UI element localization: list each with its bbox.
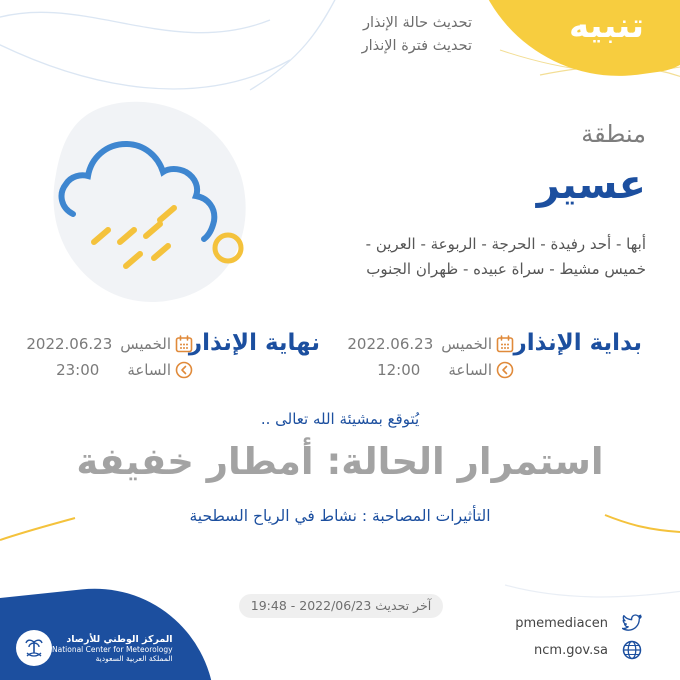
update-notes [362, 12, 472, 58]
last-update-badge: آخر تحديث 2022/06/23 - 19:48 [239, 594, 443, 618]
alert-title: تنبيه [568, 6, 644, 46]
warning-start-date-row [347, 335, 514, 353]
twitter-handle-row[interactable] [515, 614, 642, 632]
cities-line-2: خميس مشيط - سراة عبيده - ظهران الجنوب [366, 260, 646, 278]
calendar-icon [175, 335, 193, 353]
warning-start-time-row [377, 361, 514, 379]
ncm-name-arabic: المركز الوطني للأرصاد [66, 633, 173, 645]
warning-end-time-label: الساعة [127, 361, 171, 379]
clock-chevron-icon [496, 361, 514, 379]
region-name: عسير [536, 162, 646, 208]
cities-list [316, 232, 646, 282]
update-period-text: تحديث فترة الإنذار [361, 38, 472, 54]
twitter-handle: pmemediacen [515, 615, 608, 631]
forecast-effects: التأثيرات المصاحبة : نشاط في الرياح السطحية [189, 507, 491, 525]
warning-end-time: 23:00 [56, 361, 100, 379]
twitter-icon [622, 614, 642, 632]
warning-start-day: الخميس [441, 335, 492, 353]
warning-start-time-label: الساعة [448, 361, 492, 379]
warning-end-title: نهاية الإنذار [188, 330, 320, 356]
ncm-country-arabic: المملكة العربية السعودية [95, 653, 173, 663]
warning-start-date: 2022.06.23 [347, 335, 434, 353]
calendar-icon [496, 335, 514, 353]
cities-line-1: أبها - أحد رفيدة - الحرجة - الربوعة - العرين - [365, 235, 646, 253]
globe-icon [622, 640, 642, 660]
ncm-name [52, 634, 173, 663]
website-url: ncm.gov.sa [534, 642, 608, 658]
update-status-text: تحديث حالة الإنذار [362, 15, 472, 31]
region-label: منطقة [581, 120, 646, 148]
cloud-rain-sun-icon [36, 96, 251, 320]
warning-start-time: 12:00 [377, 361, 421, 379]
warning-end-date: 2022.06.23 [26, 335, 113, 353]
warning-start-title: بداية الإنذار [513, 330, 642, 356]
forecast-intro: يُتوقع بمشيئة الله تعالى .. [260, 410, 420, 428]
website-row[interactable] [534, 640, 642, 660]
warning-end-date-row [26, 335, 193, 353]
clock-chevron-icon [175, 361, 193, 379]
forecast-headline: استمرار الحالة: أمطار خفيفة [76, 440, 604, 483]
palm-swords-emblem-icon [16, 630, 52, 666]
ncm-logo [16, 630, 179, 666]
warning-end-time-row [56, 361, 193, 379]
warning-end-day: الخميس [120, 335, 171, 353]
ncm-name-english: National Center for Meteorology [52, 644, 173, 654]
